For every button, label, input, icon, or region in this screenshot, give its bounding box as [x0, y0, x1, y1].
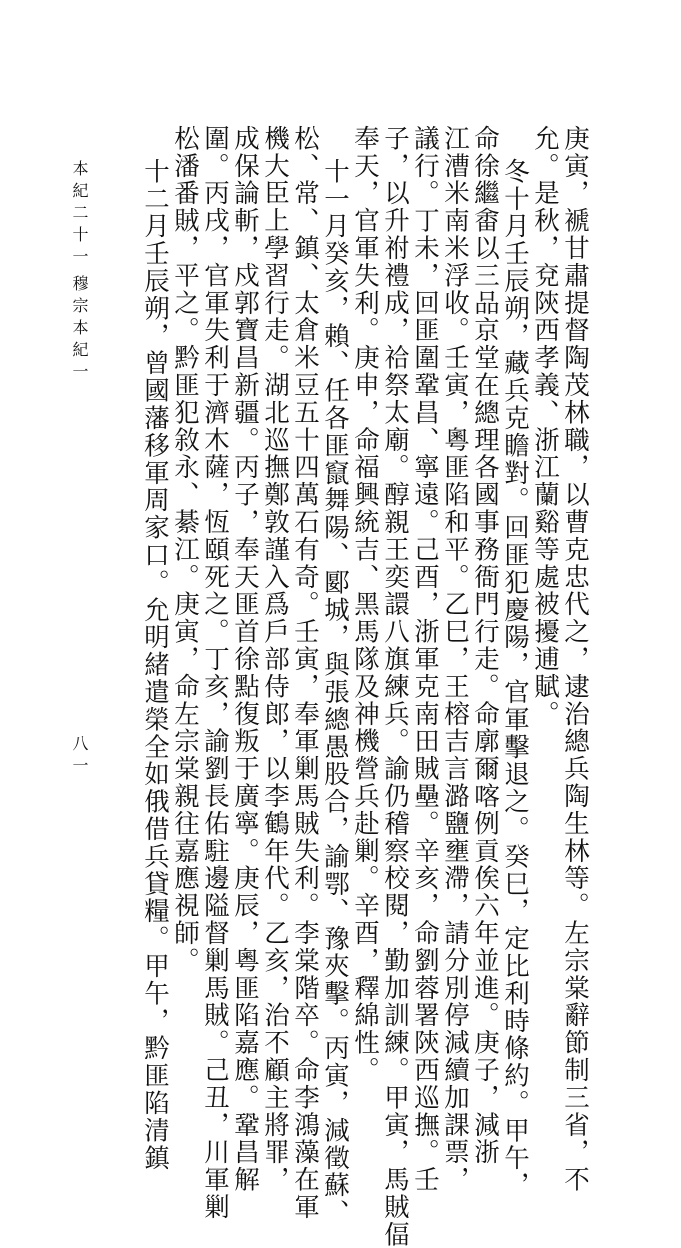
- text-column-10: 松、常、鎮、太倉米豆五十四萬石有奇。壬寅，奉軍剿馬賊失利。李棠階卒。命李鴻藻在軍: [290, 125, 320, 1221]
- text-column-8: 奉天，官軍失利。庚申，命福興統吉、黑馬隊及神機營兵赴剿。辛酉，釋綿性。: [350, 125, 380, 1084]
- page-number: 八一: [70, 735, 89, 779]
- text-column-4: 命徐繼畬以三品京堂在總理各國事務衙門行走。命廓爾喀例貢俟六年並進。庚子，減浙: [470, 125, 500, 1167]
- text-column-12: 成保論斬，戍郭寶昌新疆。丙子，奉天匪首徐點復叛于廣寧。庚辰，粵匪陷嘉應。鞏昌解: [230, 125, 260, 1194]
- text-column-5: 江漕米南米浮收。壬寅，粵匪陷和平。乙巳，王榕吉言潞鹽壅滯，請分別停減續加課票，: [440, 125, 470, 1194]
- text-column-3: 冬十月壬辰朔，藏兵克瞻對。回匪犯慶陽，官軍擊退之。癸巳，定比利時條約。甲午，: [500, 158, 530, 1200]
- running-header-chapter: 穆宗本紀一: [70, 275, 89, 385]
- text-column-11: 機大臣上學習行走。湖北巡撫鄭敦謹入爲戶部侍郎，以李鶴年代。乙亥，治不顧主將罪，: [260, 125, 290, 1194]
- text-column-1: 庚寅，褫甘肅提督陶茂林職，以曹克忠代之，逮治總兵陶生林等。左宗棠辭節制三省，不: [560, 125, 590, 1194]
- text-column-6: 議行。丁未，回匪圍鞏昌、寧遠。己酉，浙軍克南田賊壘。辛亥，命劉蓉署陝西巡撫。壬: [410, 125, 440, 1194]
- running-header-section: 本紀二十一: [70, 160, 89, 270]
- text-column-2: 允。是秋，兗陝西孝義、浙江蘭谿等處被擾逋賦。: [530, 125, 560, 728]
- text-column-13: 圍。丙戌，官軍失利于濟木薩，恆頤死之。丁亥，諭劉長佑駐邊隘督剿馬賊。己丑，川軍剿: [200, 125, 230, 1221]
- text-column-14: 松潘番賊，平之。黔匪犯敘永、綦江。庚寅，命左宗棠親往嘉應視師。: [170, 125, 200, 975]
- text-column-9: 十一月癸亥，賴、任各匪竄舞陽、郾城，與張總愚股合，諭鄂、豫夾擊。丙寅，減徵蘇、: [320, 158, 350, 1227]
- text-column-7: 子，以升祔禮成，祫祭太廟。醇親王奕譞八旗練兵。諭仍稽察校閱，勤加訓練。甲寅，馬賊偪: [380, 125, 410, 1248]
- text-column-15: 十二月壬辰朔，曾國藩移軍周家口。允明緒遣榮全如俄借兵貸糧。甲午，黔匪陷清鎮: [140, 158, 170, 1172]
